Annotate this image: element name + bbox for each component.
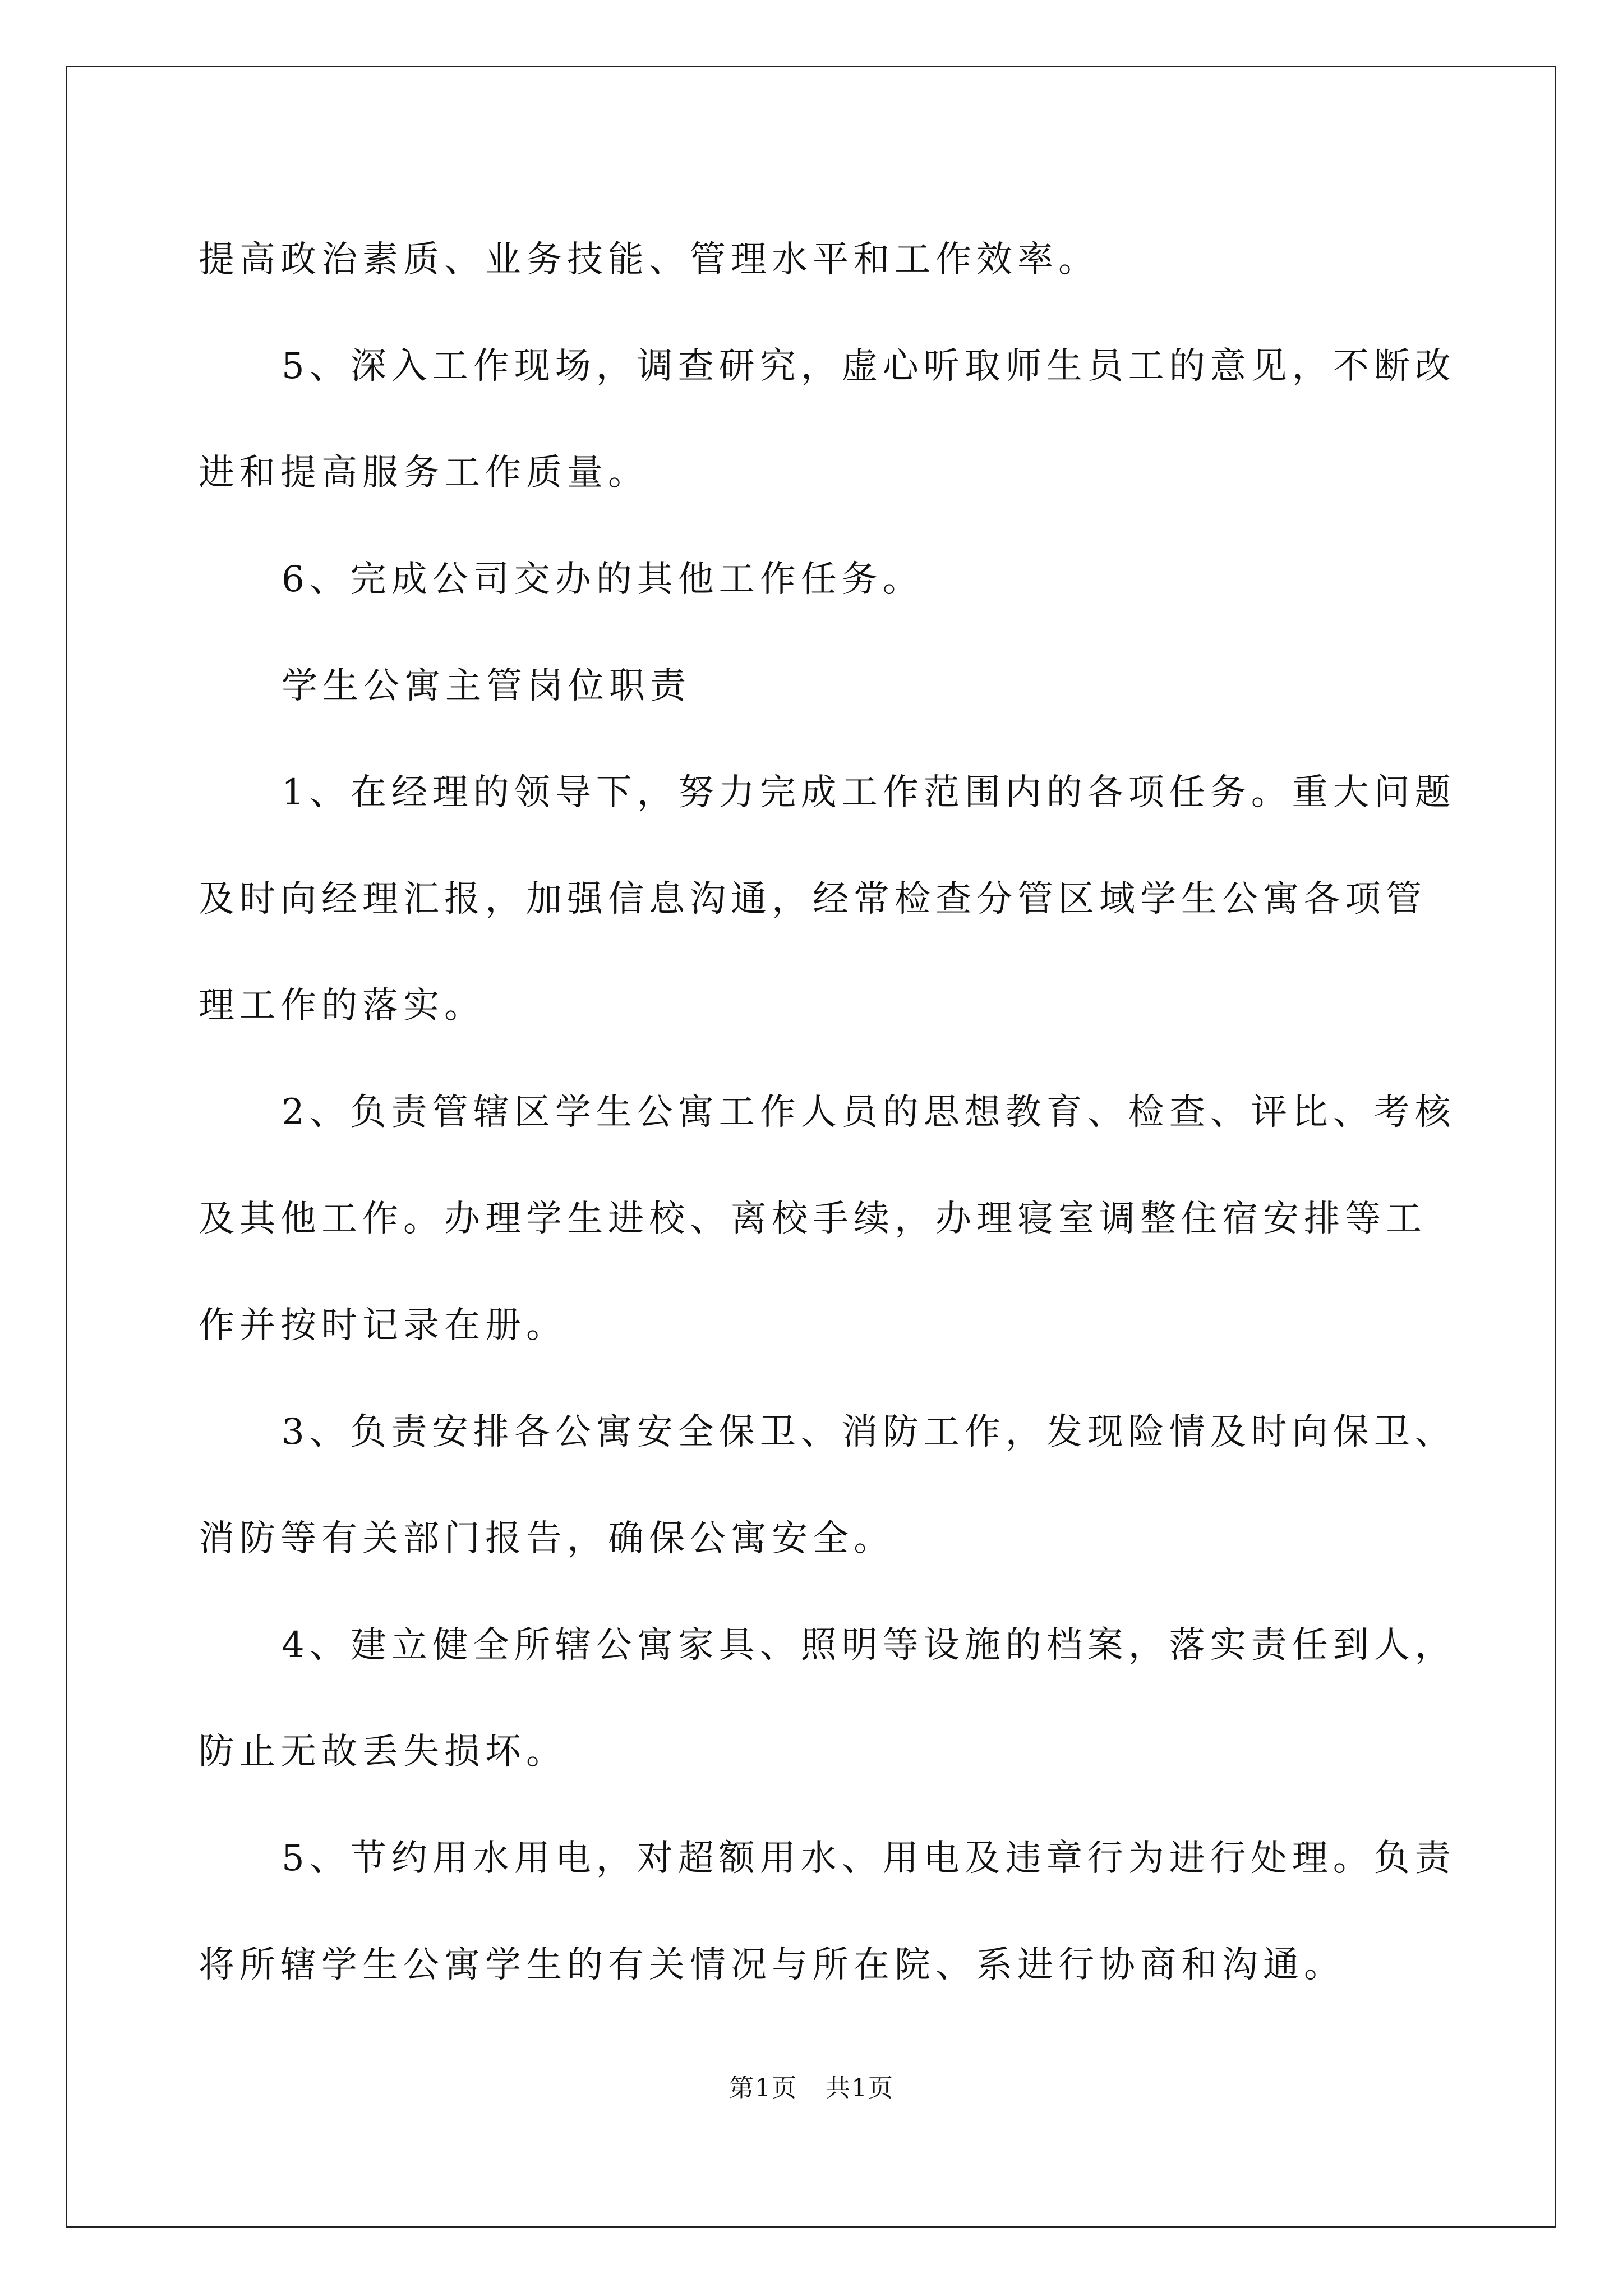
text-line: 及时向经理汇报，加强信息沟通，经常检查分管区域学生公寓各项管 [199,878,1427,920]
text-line: 提高政治素质、业务技能、管理水平和工作效率。 [199,239,1099,280]
text-line: 进和提高服务工作质量。 [199,452,649,494]
paragraph [199,1379,1456,1592]
text-line: 防止无故丢失损坏。 [199,1731,567,1773]
page-total: 共1页 [826,2074,894,2102]
text-line: 及其他工作。办理学生进校、离校手续，办理寝室调整住宿安排等工 [199,1198,1427,1240]
text-line: 学生公寓主管岗位职责 [282,665,691,707]
page-number: 第1页 [729,2074,797,2102]
page-footer [0,2072,1623,2105]
text-line: 消防等有关部门报告，确保公寓安全。 [199,1518,895,1559]
text-line: 将所辖学生公寓学生的有关情况与所在院、系进行协商和沟通。 [199,1944,1345,1986]
text-line: 5、深入工作现场，调查研究，虚心听取师生员工的意见，不断改 [282,346,1456,387]
paragraph [199,313,1456,526]
text-line: 理工作的落实。 [199,985,485,1027]
text-line: 1、在经理的领导下，努力完成工作范围内的各项任务。重大问题 [282,772,1456,813]
text-line: 6、完成公司交办的其他工作任务。 [282,559,924,600]
paragraph [199,1592,1456,1805]
text-line: 5、节约用水用电，对超额用水、用电及违章行为进行处理。负责 [282,1838,1456,1879]
text-line: 3、负责安排各公寓安全保卫、消防工作，发现险情及时向保卫、 [282,1411,1456,1453]
text-line: 2、负责管辖区学生公寓工作人员的思想教育、检查、评比、考核 [282,1092,1456,1133]
document-body [199,206,1456,2018]
paragraph [199,739,1456,1059]
section-heading [199,633,1438,739]
paragraph [199,206,1438,313]
paragraph [199,1059,1456,1379]
text-line: 作并按时记录在册。 [199,1305,567,1346]
text-line: 4、建立健全所辖公寓家具、照明等设施的档案，落实责任到人， [282,1625,1456,1666]
paragraph [199,1805,1456,2018]
paragraph [199,526,1438,633]
